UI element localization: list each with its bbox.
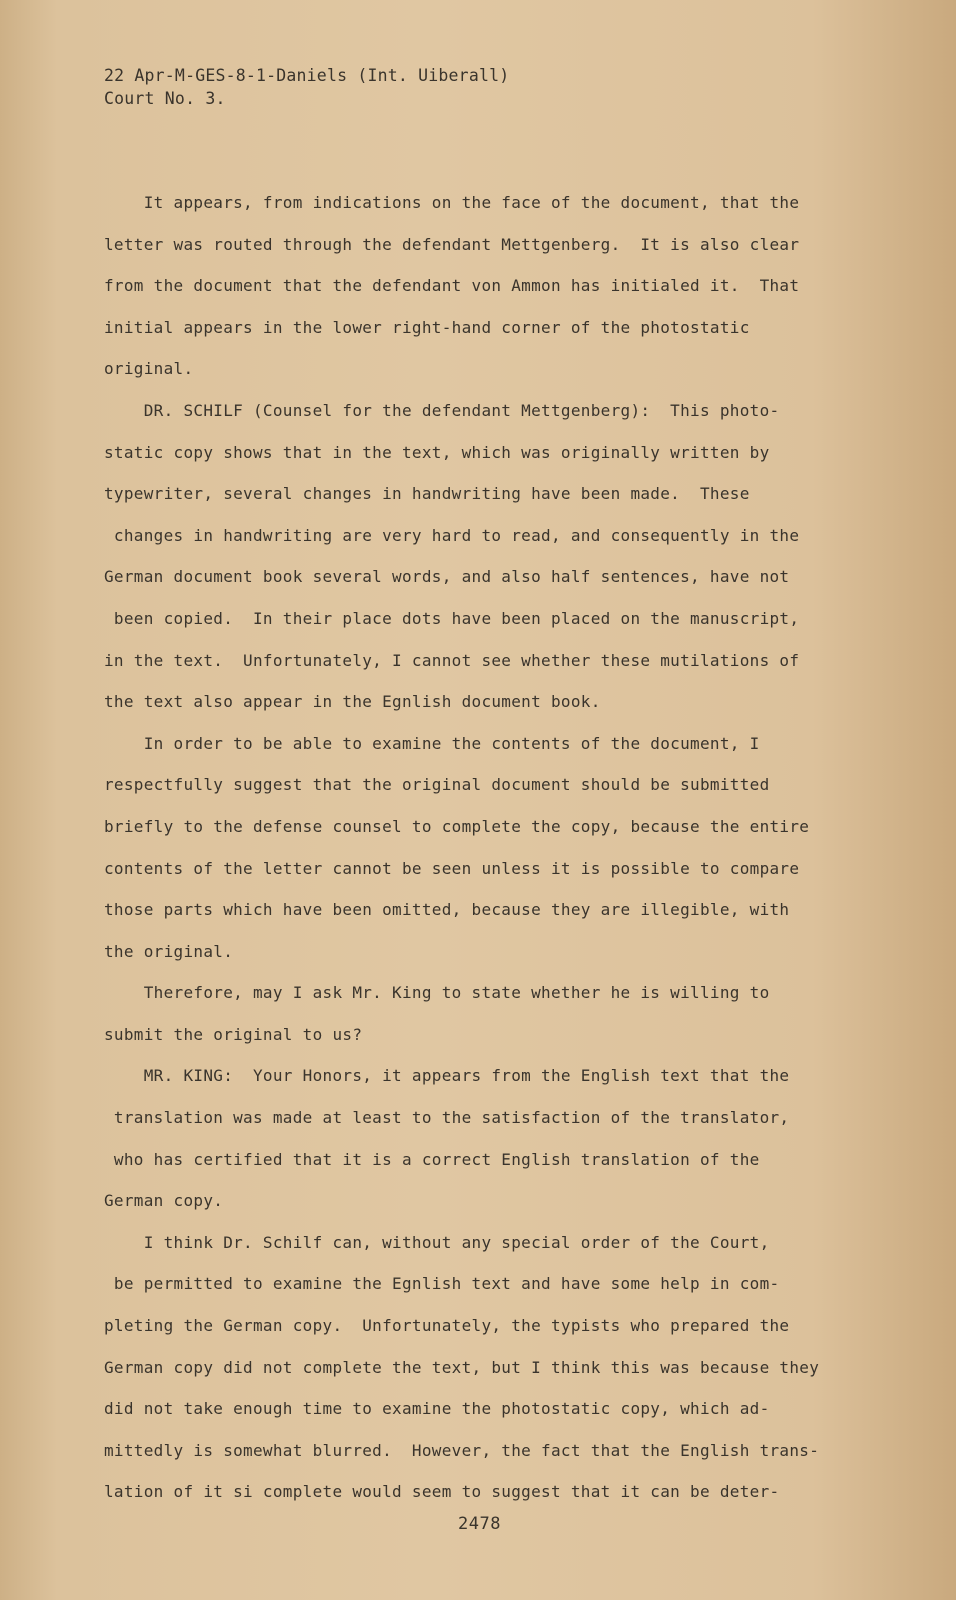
text-line: MR. KING: Your Honors, it appears from the English text that the [104,1066,790,1086]
text-line: In order to be able to examine the contents of the document, I [104,733,760,753]
text-line: the original. [104,941,234,961]
text-line: Therefore, may I ask Mr. King to state whether he is willing to [104,983,770,1003]
text-line: mittedly is somewhat blurred. However, the fact that the English trans- [104,1440,820,1460]
header-line-1: 22 Apr-M-GES-8-1-Daniels (Int. Uiberall) [104,66,510,85]
text-line: letter was routed through the defendant Mettgenberg. It is also clear [104,234,800,254]
text-line: in the text. Unfortunately, I cannot see whether these mutilations of [104,650,800,670]
text-line: translation was made at least to the satisfaction of the translator, [104,1108,790,1128]
text-line: those parts which have been omitted, because they are illegible, with [104,900,790,920]
text-line: briefly to the defense counsel to complete the copy, because the entire [104,816,810,836]
text-line: pleting the German copy. Unfortunately, the typists who prepared the [104,1316,790,1336]
text-line: It appears, from indications on the face of the document, that the [104,193,800,212]
transcript-body [104,182,864,1513]
text-line: German document book several words, and also half sentences, have not [104,567,790,587]
text-line: the text also appear in the Egnlish document book. [104,692,601,712]
text-line: from the document that the defendant von Ammon has initialed it. That [104,276,800,296]
text-line: be permitted to examine the Egnlish text and have some help in com- [104,1274,780,1294]
header-line-2: Court No. 3. [104,89,226,108]
page-number: 2478 [458,1514,501,1534]
text-line: changes in handwriting are very hard to read, and consequently in the [104,525,800,545]
text-line: submit the original to us? [104,1024,363,1044]
text-line: original. [104,359,194,379]
text-line: German copy. [104,1191,224,1211]
text-line: I think Dr. Schilf can, without any special order of the Court, [104,1232,770,1252]
text-line: initial appears in the lower right-hand corner of the photostatic [104,317,750,337]
document-header [104,64,509,110]
text-line: lation of it si complete would seem to suggest that it can be deter- [104,1482,780,1502]
text-line: German copy did not complete the text, but I think this was because they [104,1357,820,1377]
text-line: respectfully suggest that the original document should be submitted [104,775,770,795]
text-line: static copy shows that in the text, which was originally written by [104,442,770,462]
text-line: did not take enough time to examine the photostatic copy, which ad- [104,1399,770,1419]
text-line: who has certified that it is a correct English translation of the [104,1149,760,1169]
text-line: contents of the letter cannot be seen unless it is possible to compare [104,858,800,878]
text-line: DR. SCHILF (Counsel for the defendant Mettgenberg): This photo- [104,400,780,420]
text-line: been copied. In their place dots have been placed on the manuscript, [104,608,800,628]
text-line: typewriter, several changes in handwriting have been made. These [104,484,750,504]
